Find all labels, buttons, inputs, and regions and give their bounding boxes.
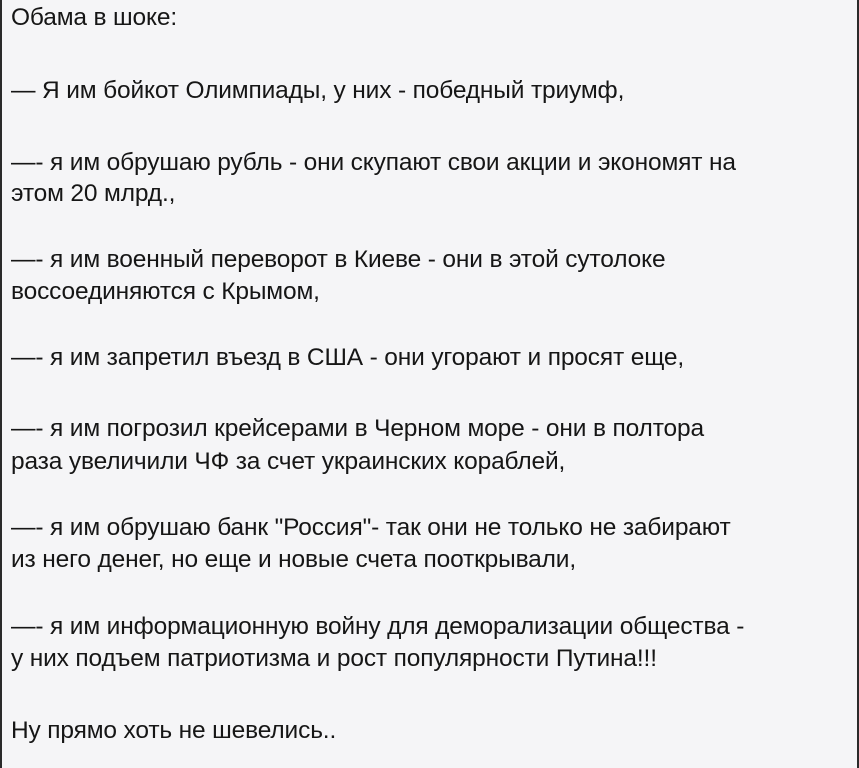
post-closing: Ну прямо хоть не шевелись.. (11, 717, 337, 744)
post-line-5a: —- я им погрозил крейсерами в Черном море - они в полтора (11, 415, 704, 442)
post-line-4: —- я им запретил въезд в США - они угорают и просят еще, (11, 344, 685, 371)
post-line-7b: у них подъем патриотизма и рост популярности Путина!!! (11, 645, 657, 672)
post-line-5b: раза увеличили ЧФ за счет украинских кораблей, (11, 448, 566, 475)
post-line-6a: —- я им обрушаю банк "Россия"- так они не только не забирают (11, 514, 731, 541)
post-line-6b: из него денег, но еще и новые счета пооткрывали, (11, 546, 576, 573)
post-line-7a: —- я им информационную войну для деморализации общества - (11, 613, 745, 640)
post-line-3a: —- я им военный переворот в Киеве - они в этой сутолоке (11, 246, 666, 273)
post-line-2a: —- я им обрушаю рубль - они скупают свои акции и экономят на (11, 149, 736, 176)
post-heading: Обама в шоке: (11, 4, 178, 31)
post-line-1: — Я им бойкот Олимпиады, у них - победный триумф, (11, 77, 625, 104)
post-line-3b: воссоединяются с Крымом, (11, 278, 320, 305)
post-line-2b: этом 20 млрд., (11, 180, 176, 207)
